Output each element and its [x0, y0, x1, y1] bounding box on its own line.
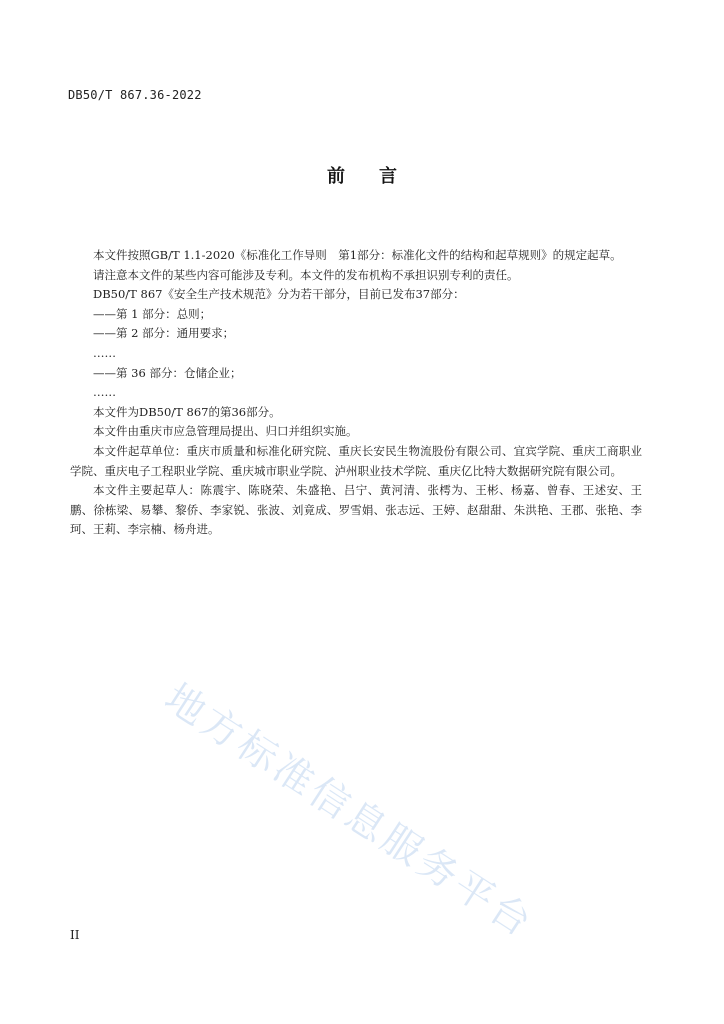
page-title-char-1: 前	[327, 166, 345, 187]
list-item: ——第 2 部分：通用要求；	[93, 326, 235, 341]
watermark: 地方标准信息服务平台	[156, 675, 542, 948]
paragraph: 请注意本文件的某些内容可能涉及专利。本文件的发布机构不承担识别专利的责任。	[93, 267, 519, 282]
document-code: DB50/T 867.36-2022	[68, 88, 202, 102]
paragraph: DB50/T 867《安全生产技术规范》分为若干部分，目前已发布37部分：	[93, 287, 465, 302]
foreword-body	[70, 246, 642, 540]
paragraph: 本文件为DB50/T 867的第36部分。	[93, 404, 281, 419]
list-item: ——第 1 部分：总则；	[93, 306, 212, 321]
list-item: ……	[93, 345, 116, 360]
page-title	[0, 162, 724, 188]
list-item: ——第 36 部分：仓储企业；	[93, 365, 242, 380]
paragraph: 本文件按照GB/T 1.1-2020《标准化工作导则 第1部分：标准化文件的结构和起草规则》的规定起草。	[93, 248, 622, 262]
paragraph: 本文件由重庆市应急管理局提出、归口并组织实施。	[93, 424, 358, 439]
page-title-char-2: 言	[379, 166, 397, 187]
paragraph-drafters: 本文件主要起草人：陈震宇、陈晓荣、朱盛艳、吕宁、黄河清、张樗为、王彬、杨嘉、曾春、王述安、王鹏、徐栋梁、易攀、黎侨、李家锐、张波、刘竟成、罗雪娟、张志远、王婷、赵甜甜、朱洪艳、王郡、张艳、李珂、王莉、李宗楠、杨舟进。	[70, 483, 642, 537]
paragraph-drafting-units: 本文件起草单位：重庆市质量和标准化研究院、重庆长安民生物流股份有限公司、宜宾学院、重庆工商职业学院、重庆电子工程职业学院、重庆城市职业学院、泸州职业技术学院、重庆亿比特大数据研究院有限公司。	[70, 443, 642, 478]
list-item: ……	[93, 385, 116, 400]
page-number: II	[70, 928, 80, 942]
